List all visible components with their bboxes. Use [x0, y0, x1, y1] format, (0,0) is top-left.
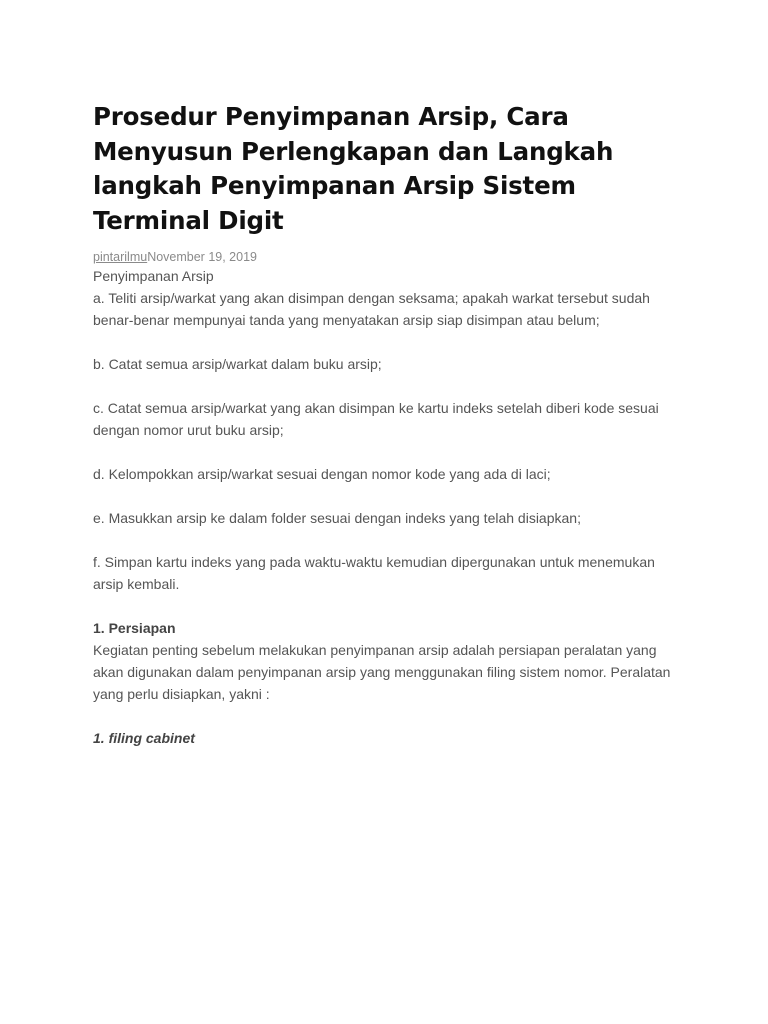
article-meta — [93, 249, 678, 265]
preparation-heading: 1. Persiapan — [93, 620, 176, 636]
step-a: a. Teliti arsip/warkat yang akan disimpan dengan seksama; apakah warkat tersebut sudah benar-benar mempunyai tanda yang menyatakan arsip siap disimpan atau belum; — [93, 290, 650, 328]
step-e: e. Masukkan arsip ke dalam folder sesuai dengan indeks yang telah disiapkan; — [93, 510, 581, 526]
article-title: Prosedur Penyimpanan Arsip, Cara Menyusun Perlengkapan dan Langkah langkah Penyimpanan Arsip Sistem Terminal Digit — [93, 102, 614, 235]
step-d: d. Kelompokkan arsip/warkat sesuai dengan nomor kode yang ada di laci; — [93, 466, 551, 482]
article — [93, 100, 678, 749]
step-b: b. Catat semua arsip/warkat dalam buku arsip; — [93, 356, 382, 372]
preparation-body: Kegiatan penting sebelum melakukan penyimpanan arsip adalah persiapan peralatan yang akan digunakan dalam penyimpanan arsip yang menggunakan filing sistem nomor. Peralatan yang perlu disiapkan, yakni : — [93, 642, 671, 702]
article-body — [93, 265, 678, 749]
step-f: f. Simpan kartu indeks yang pada waktu-waktu kemudian dipergunakan untuk menemukan arsip kembali. — [93, 554, 655, 592]
step-c: c. Catat semua arsip/warkat yang akan disimpan ke kartu indeks setelah diberi kode sesuai dengan nomor urut buku arsip; — [93, 400, 659, 438]
section-label: Penyimpanan Arsip — [93, 268, 214, 284]
filing-cabinet-heading: 1. filing cabinet — [93, 730, 195, 746]
author-link[interactable]: pintarilmu — [93, 250, 148, 264]
publish-date: November 19, 2019 — [147, 250, 257, 264]
